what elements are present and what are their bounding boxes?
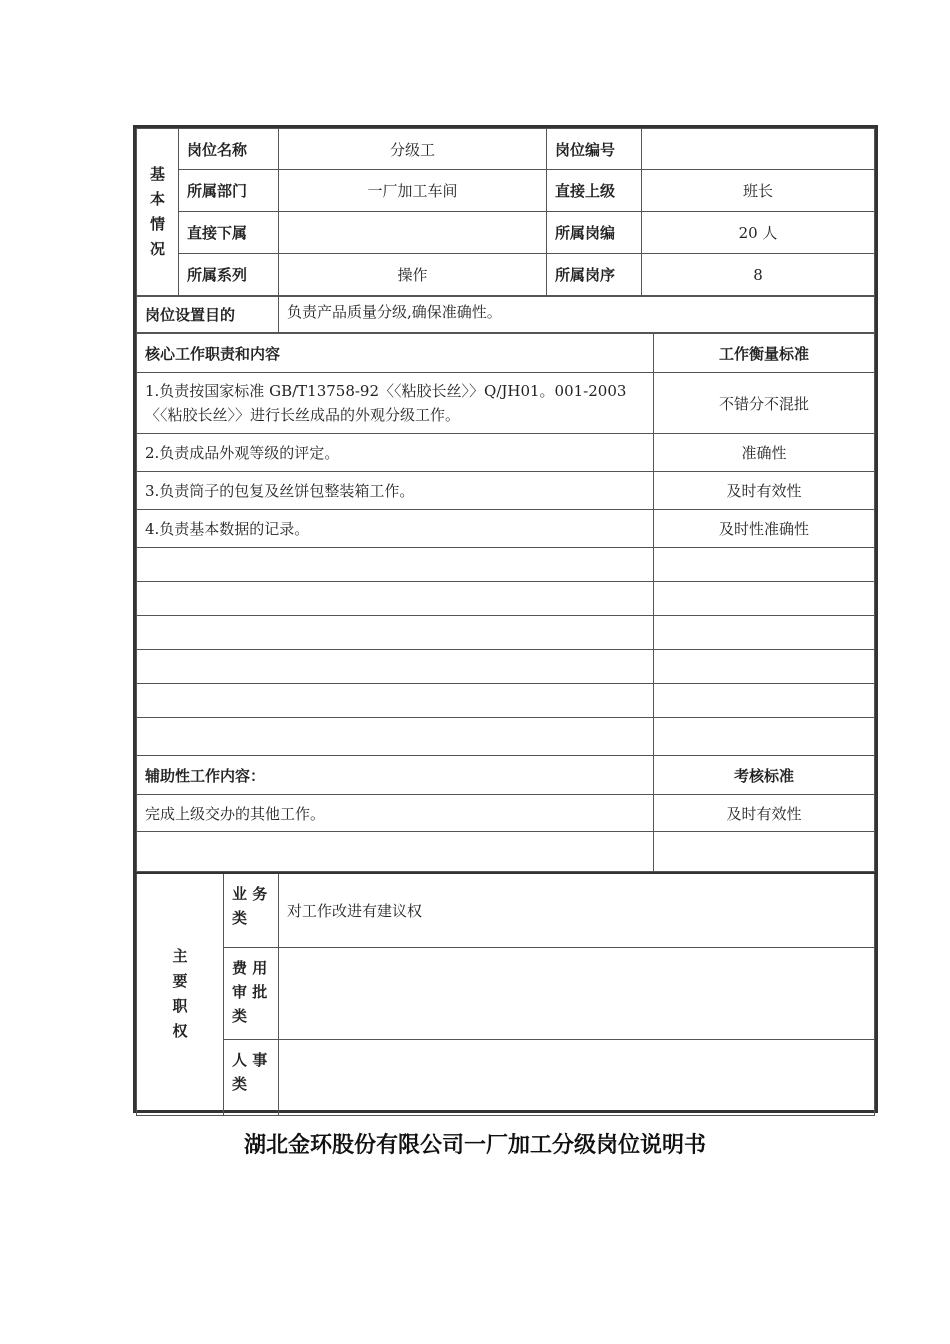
expense-authority-value xyxy=(279,947,875,1039)
sequence-value: 8 xyxy=(642,254,875,296)
expense-authority-label: 费 用 审 批 类 xyxy=(224,947,279,1039)
empty-row xyxy=(137,684,654,718)
personnel-authority-label: 人 事 类 xyxy=(224,1039,279,1115)
auxiliary-standard-header: 考核标准 xyxy=(654,756,875,795)
empty-row xyxy=(137,616,654,650)
core-duty-item-3: 3.负责筒子的包复及丝饼包整装箱工作。 xyxy=(137,472,654,510)
auxiliary-header: 辅助性工作内容： xyxy=(137,756,654,795)
empty-cell xyxy=(654,832,875,872)
job-description-form xyxy=(133,125,878,1113)
superior-label: 直接上级 xyxy=(547,170,642,212)
auxiliary-item: 完成上级交办的其他工作。 xyxy=(137,795,654,832)
headcount-value: 20 人 xyxy=(642,212,875,254)
empty-cell xyxy=(654,582,875,616)
auxiliary-standard: 及时有效性 xyxy=(654,795,875,832)
sequence-label: 所属岗序 xyxy=(547,254,642,296)
empty-cell xyxy=(654,548,875,582)
department-value: 一厂加工车间 xyxy=(279,170,547,212)
core-standard-header: 工作衡量标准 xyxy=(654,334,875,373)
position-no-label: 岗位编号 xyxy=(547,129,642,170)
core-standard-item-4: 及时性准确性 xyxy=(654,510,875,548)
core-standard-item-1: 不错分不混批 xyxy=(654,373,875,434)
purpose-table xyxy=(136,296,875,333)
basic-info-side-label: 基 本 情 况 xyxy=(137,129,179,296)
empty-row xyxy=(137,718,654,756)
core-duty-item-1: 1.负责按国家标准 GB/T13758-92〈〈粘胶长丝〉〉Q/JH01。001-2003 〈〈粘胶长丝〉〉进行长丝成品的外观分级工作。 xyxy=(137,373,654,434)
purpose-label: 岗位设置目的 xyxy=(137,297,279,333)
empty-row xyxy=(137,650,654,684)
business-authority-value: 对工作改进有建议权 xyxy=(279,873,875,947)
core-duty-item-4: 4.负责基本数据的记录。 xyxy=(137,510,654,548)
business-authority-label: 业 务 类 xyxy=(224,873,279,947)
empty-row xyxy=(137,582,654,616)
superior-value: 班长 xyxy=(642,170,875,212)
empty-cell xyxy=(654,650,875,684)
position-no-value xyxy=(642,129,875,170)
position-name-label: 岗位名称 xyxy=(179,129,279,170)
series-label: 所属系列 xyxy=(179,254,279,296)
series-value: 操作 xyxy=(279,254,547,296)
subordinate-label: 直接下属 xyxy=(179,212,279,254)
department-label: 所属部门 xyxy=(179,170,279,212)
empty-cell xyxy=(654,718,875,756)
headcount-label: 所属岗编 xyxy=(547,212,642,254)
core-duties-header: 核心工作职责和内容 xyxy=(137,334,654,373)
basic-info-table xyxy=(136,128,875,296)
core-standard-item-3: 及时有效性 xyxy=(654,472,875,510)
subordinate-value xyxy=(279,212,547,254)
empty-cell xyxy=(654,616,875,650)
empty-row xyxy=(137,548,654,582)
position-name-value: 分级工 xyxy=(279,129,547,170)
core-duty-item-2: 2.负责成品外观等级的评定。 xyxy=(137,434,654,472)
core-duties-table xyxy=(136,333,875,872)
authority-side-label: 主 要 职 权 xyxy=(137,873,224,1115)
personnel-authority-value xyxy=(279,1039,875,1115)
core-standard-item-2: 准确性 xyxy=(654,434,875,472)
purpose-text: 负责产品质量分级,确保准确性。 xyxy=(279,297,875,333)
empty-cell xyxy=(654,684,875,718)
empty-row xyxy=(137,832,654,872)
document-title: 湖北金环股份有限公司一厂加工分级岗位说明书 xyxy=(243,1133,706,1158)
authority-table xyxy=(136,872,875,1116)
